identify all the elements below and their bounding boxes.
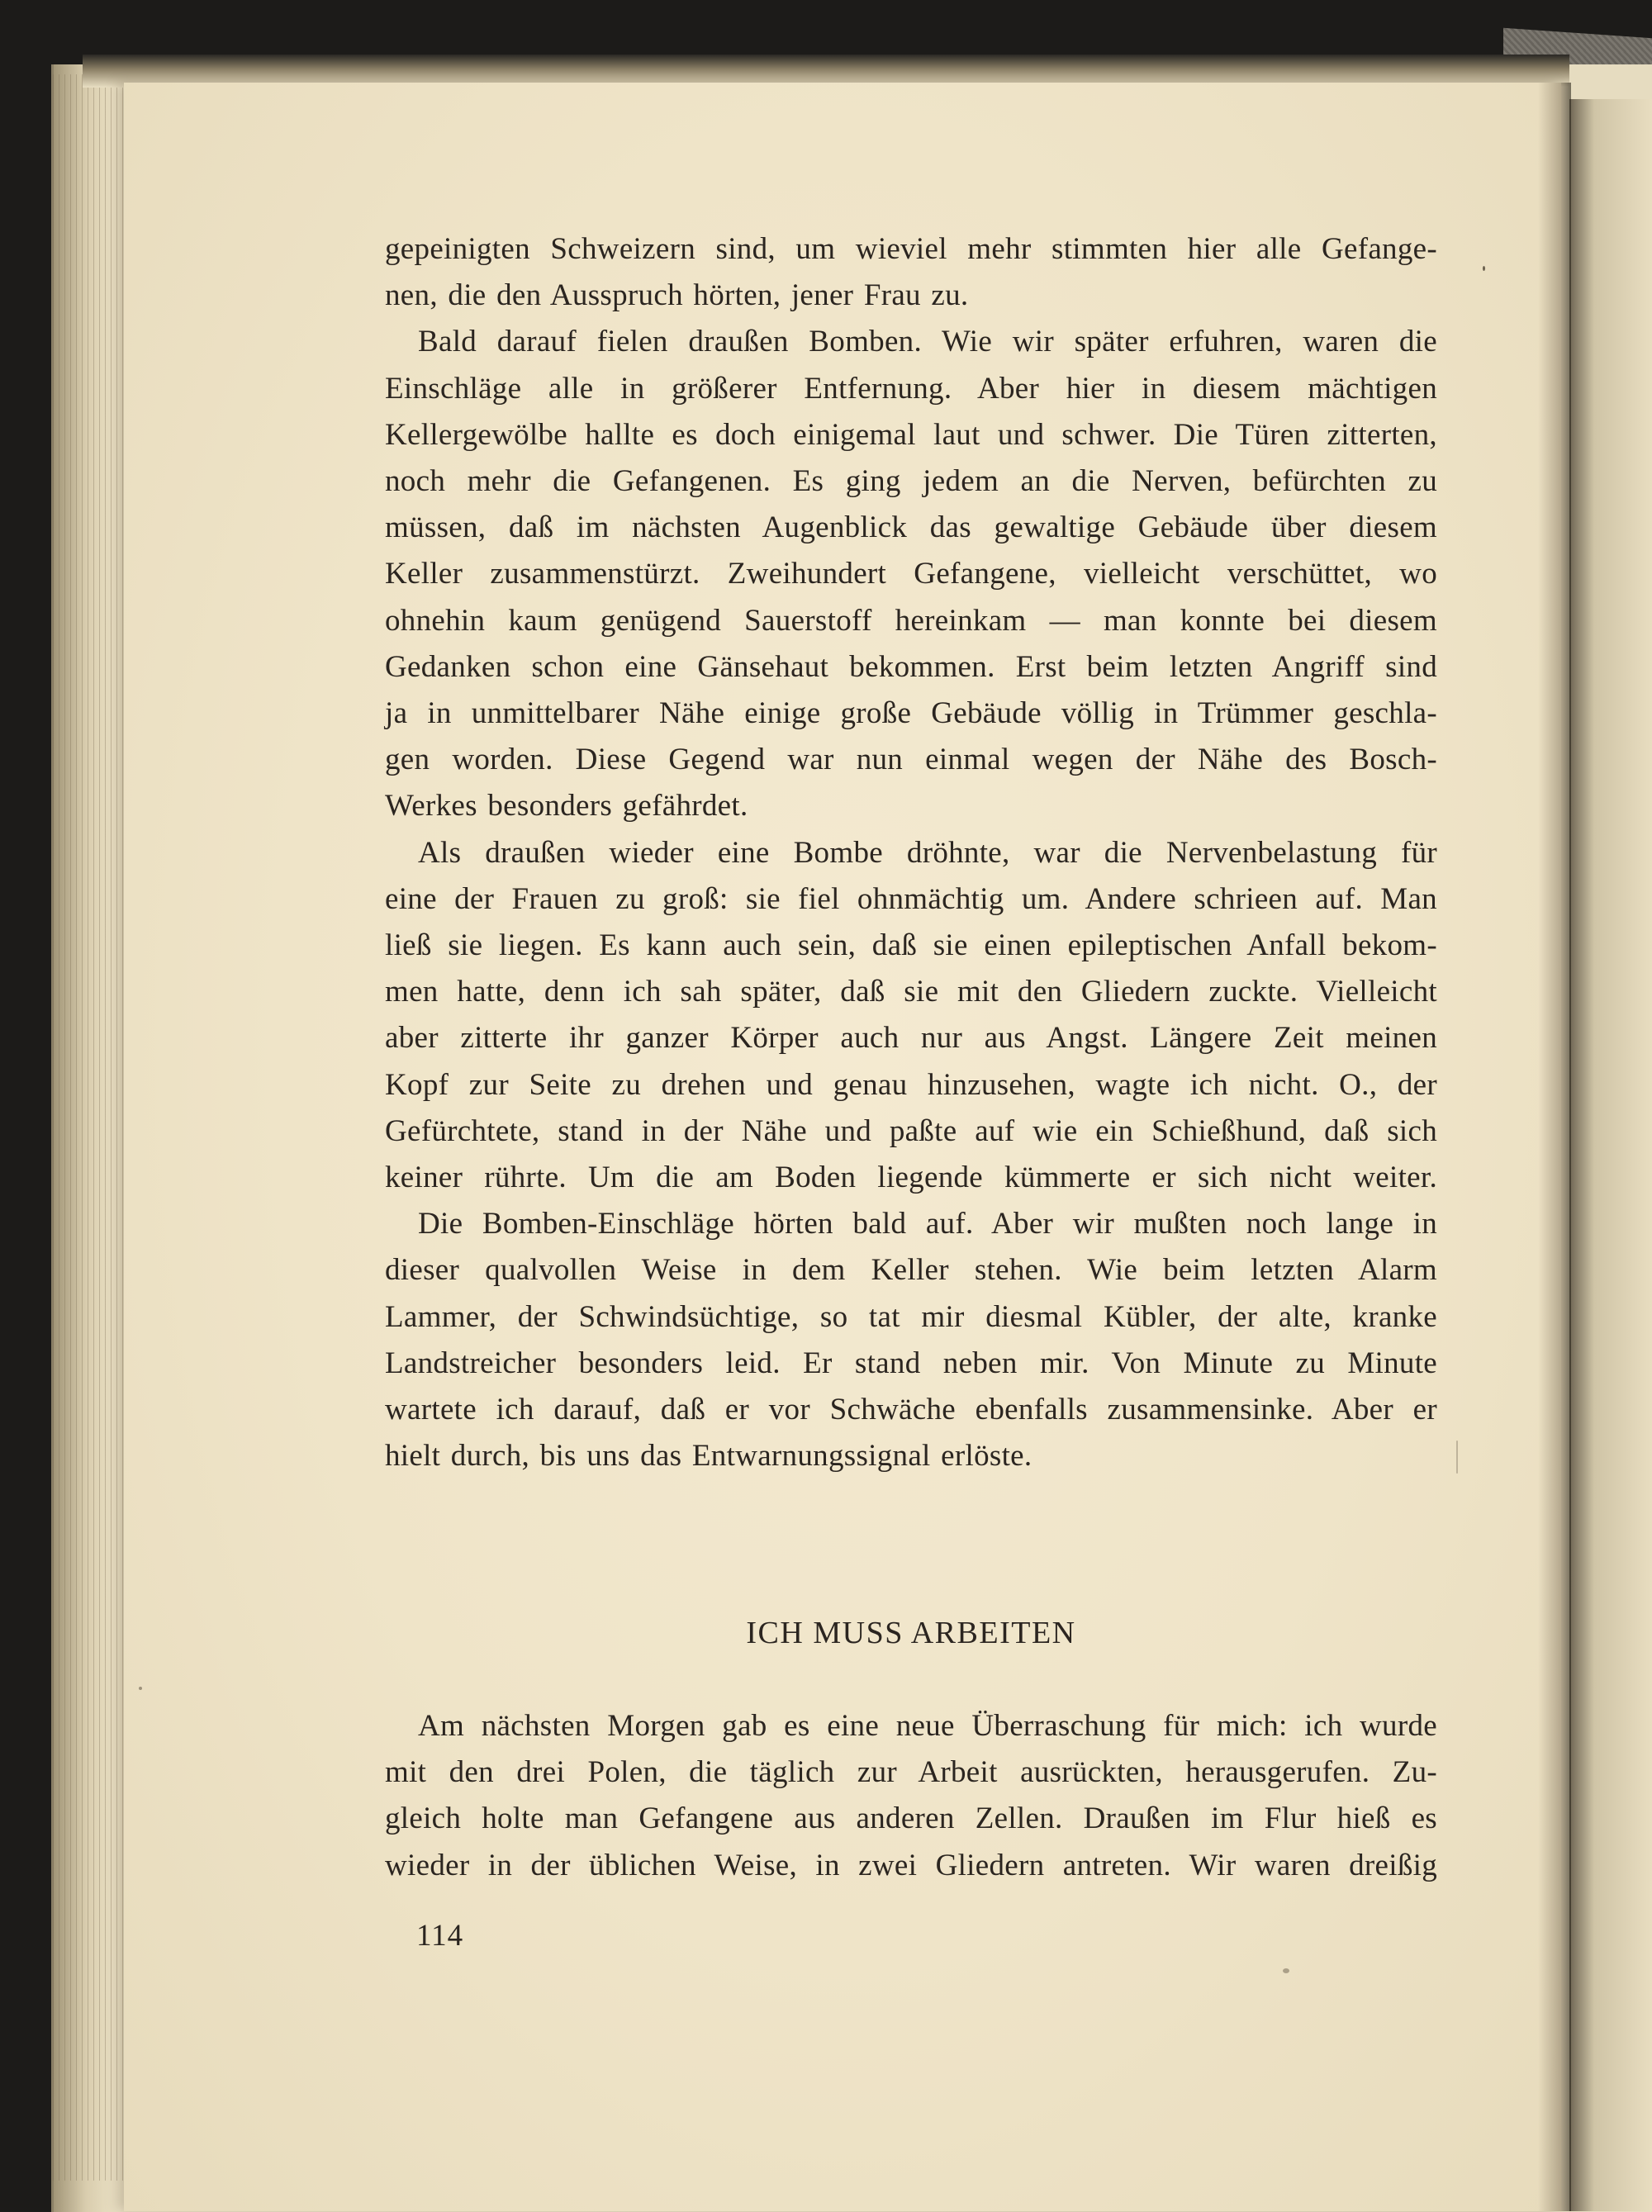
text-line: ließ sie liegen. Es kann auch sein, daß sie einen epileptischen Anfall bekom- [385,928,1437,963]
paragraph-2 [385,319,1437,829]
text-line: Einschläge alle in größerer Entfernung. Aber hier in diesem mächtigen [385,371,1437,406]
paper-speck [1483,266,1485,271]
text-line: gen worden. Diese Gegend war nun einmal wegen der Nähe des Bosch- [385,743,1437,777]
text-line: mit den drei Polen, die täglich zur Arbeit ausrückten, herausgerufen. Zu- [385,1755,1437,1790]
text-line: Gedanken schon eine Gänsehaut bekommen. Erst beim letzten Angriff sind [385,649,1437,684]
text-line: Lammer, der Schwindsüchtige, so tat mir diesmal Kübler, der alte, kranke [385,1299,1437,1334]
text-line: hielt durch, bis uns das Entwarnungssignal erlöste. [385,1439,1032,1474]
paper-speck [139,1687,142,1690]
paragraph-5 [385,1703,1437,1889]
text-line: aber zitterte ihr ganzer Körper auch nur aus Angst. Längere Zeit meinen [385,1021,1437,1056]
text-line: nen, die den Ausspruch hörten, jener Frau zu. [385,278,969,313]
text-line: wieder in der üblichen Weise, in zwei Gliedern antreten. Wir waren dreißig [385,1848,1437,1882]
text-line: noch mehr die Gefangenen. Es ging jedem an die Nerven, befürchten zu [385,464,1437,499]
text-line: Bald darauf fielen draußen Bomben. Wie wir später erfuhren, waren die [418,325,1437,359]
text-line: Landstreicher besonders leid. Er stand neben mir. Von Minute zu Minute [385,1346,1437,1380]
chapter-heading: ICH MUSS ARBEITEN [746,1616,1076,1650]
paper-speck [1283,1968,1289,1973]
text-line: wartete ich darauf, daß er vor Schwäche ebenfalls zusammensinke. Aber er [385,1393,1437,1427]
text-line: Kopf zur Seite zu drehen und genau hinzusehen, wagte ich nicht. O., der [385,1067,1437,1102]
text-line: Kellergewölbe hallte es doch einigemal laut und schwer. Die Türen zitterten, [385,417,1437,452]
spine-shadow [1538,83,1571,2211]
text-line: müssen, daß im nächsten Augenblick das gewaltige Gebäude über diesem [385,510,1437,545]
text-line: Gefürchtete, stand in der Nähe und paßte auf wie ein Schießhund, daß sich [385,1113,1437,1148]
facing-page-edge [1569,99,1652,2211]
page-number: 114 [416,1919,464,1953]
text-line: Als draußen wieder eine Bombe dröhnte, war die Nervenbelastung für [418,835,1437,870]
paragraph-4 [385,1201,1437,1479]
text-line: Am nächsten Morgen gab es eine neue Überraschung für mich: ich wurde [418,1709,1437,1743]
text-line: Die Bomben-Einschläge hörten bald auf. Aber wir mußten noch lange in [418,1207,1437,1241]
text-line: ohnehin kaum genügend Sauerstoff hereinkam — man konnte bei diesem [385,603,1437,638]
text-line: dieser qualvollen Weise in dem Keller stehen. Wie beim letzten Alarm [385,1253,1437,1288]
body-text-top [385,226,1437,1479]
text-line: ja in unmittelbarer Nähe einige große Gebäude völlig in Trümmer geschla- [385,696,1437,731]
text-line: eine der Frauen zu groß: sie fiel ohnmächtig um. Andere schrieen auf. Man [385,881,1437,916]
body-text-bottom [385,1703,1437,1889]
text-line: keiner rührte. Um die am Boden liegende kümmerte er sich nicht weiter. [385,1161,1437,1195]
paragraph-3 [385,830,1437,1202]
text-line: gleich holte man Gefangene aus anderen Zellen. Draußen im Flur hieß es [385,1801,1437,1836]
paper-speck [1456,1441,1458,1474]
paragraph-1 [385,226,1437,319]
text-line: Keller zusammenstürzt. Zweihundert Gefangene, vielleicht verschüttet, wo [385,557,1437,591]
text-line: gepeinigten Schweizern sind, um wieviel mehr stimmten hier alle Gefange- [385,232,1437,266]
text-line: men hatte, denn ich sah später, daß sie mit den Gliedern zuckte. Vielleicht [385,975,1437,1009]
text-line: Werkes besonders gefährdet. [385,789,748,824]
